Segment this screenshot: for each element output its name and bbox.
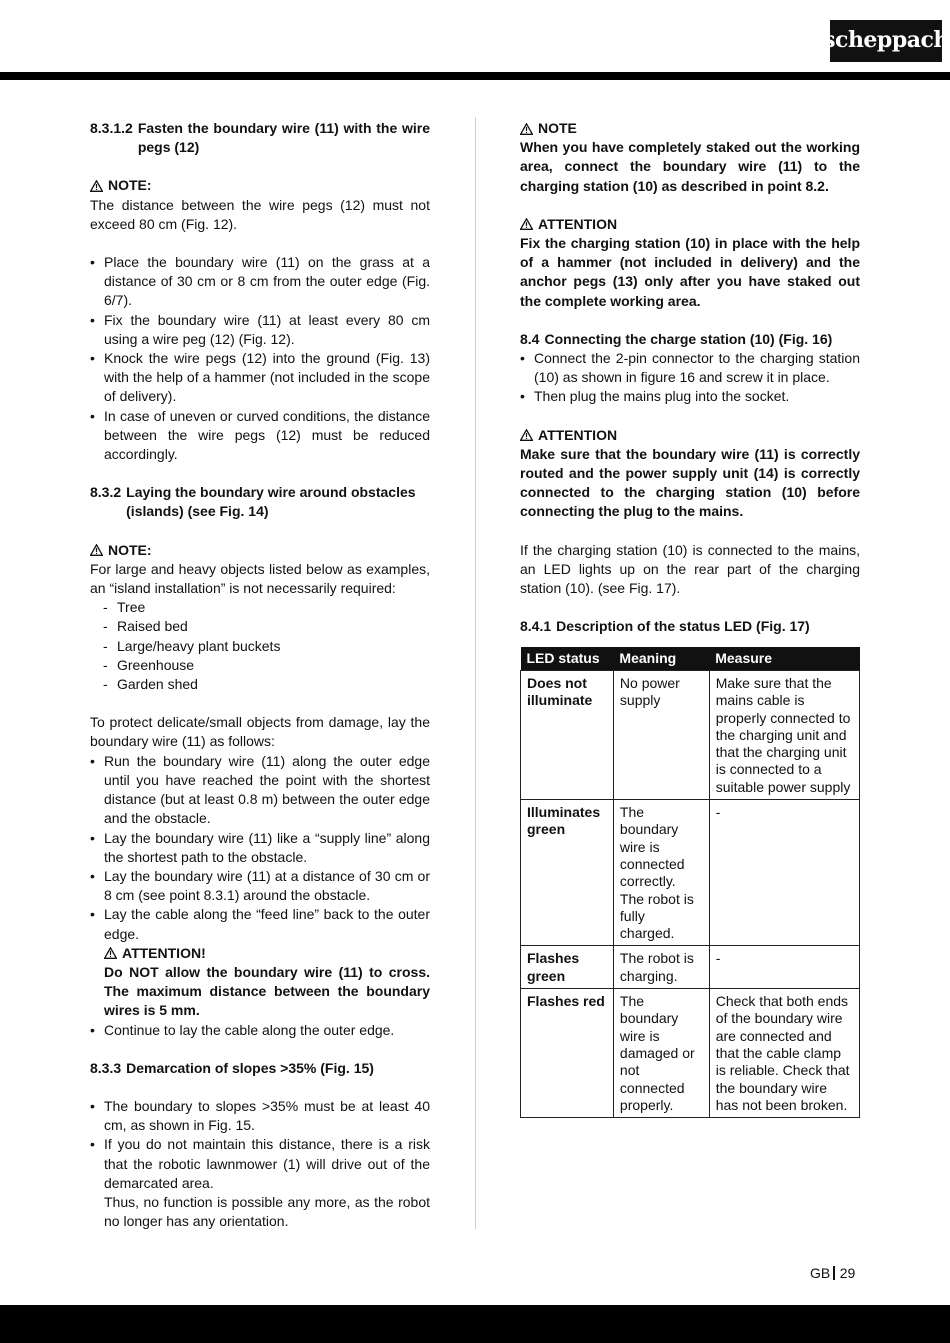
- table-cell: Illuminates green: [521, 800, 614, 946]
- list-item: • Fix the boundary wire (11) at least every 80 cm using a wire peg (12) (Fig. 12).: [90, 311, 430, 349]
- list-item: • The boundary to slopes >35% must be at least 40 cm, as shown in Fig. 15.: [90, 1097, 430, 1135]
- note-text: The distance between the wire pegs (12) must not exceed 80 cm (Fig. 12).: [90, 196, 430, 232]
- list-item: • Continue to lay the cable along the outer edge.: [90, 1021, 430, 1040]
- note-label: NOTE:: [90, 541, 430, 560]
- led-status-table: [520, 647, 860, 1118]
- attention-label: ATTENTION: [520, 426, 860, 445]
- right-column: [520, 119, 860, 1118]
- bullet-list: [90, 1097, 430, 1193]
- list-item: • Lay the boundary wire (11) like a “supply line” along the shortest path to the obstacle.: [90, 829, 430, 867]
- list-item: • Then plug the mains plug into the socket.: [520, 387, 860, 406]
- section-heading-8-3-2: 8.3.2 Laying the boundary wire around obstacles (islands) (see Fig. 14): [90, 484, 416, 520]
- objects-list: [90, 598, 430, 694]
- list-item: • In case of uneven or curved conditions, the distance between the wire pegs (12) must be reduced accordingly.: [90, 407, 430, 465]
- list-item: • Knock the wire pegs (12) into the ground (Fig. 13) with the help of a hammer (not included in the scope of delivery).: [90, 349, 430, 407]
- attention-text: Fix the charging station (10) in place with the help of a hammer (not included in delivery) and the anchor pegs (13) only after you have staked out the complete working area.: [520, 235, 860, 309]
- bullet-list: [90, 1021, 430, 1040]
- column-divider: [475, 117, 476, 1229]
- paragraph: Thus, no function is possible any more, as the robot no longer has any orientation.: [104, 1193, 430, 1230]
- note-text: When you have completely staked out the working area, connect the boundary wire (11) to the charging station (10) as described in point 8.2.: [520, 139, 860, 194]
- attention-text: Make sure that the boundary wire (11) is correctly routed and the power supply unit (14) is correctly connected to the charging station (10) before connecting the plug to the mains.: [520, 445, 860, 520]
- list-item: - Raised bed: [103, 617, 430, 636]
- list-item: - Greenhouse: [103, 656, 430, 675]
- paragraph: If the charging station (10) is connected to the mains, an LED lights up on the rear part of the charging station (10). (see Fig. 17).: [520, 541, 860, 597]
- page-number: [810, 1264, 855, 1283]
- table-cell: Flashes red: [521, 989, 614, 1118]
- warning-icon: [520, 123, 533, 135]
- table-cell: -: [709, 946, 859, 989]
- section-heading-8-3-1-2: 8.3.1.2 Fasten the boundary wire (11) with the wire pegs (12): [90, 120, 430, 156]
- page-number-value: 29: [839, 1265, 856, 1281]
- brand-logo: scheppach: [830, 20, 942, 62]
- column-header: LED status: [521, 647, 614, 670]
- attention-text: Do NOT allow the boundary wire (11) to cross. The maximum distance between the boundary wires is 5 mm.: [104, 963, 430, 1019]
- table-cell: The boundary wire is damaged or not connected properly.: [613, 989, 709, 1118]
- list-item: • If you do not maintain this distance, there is a risk that the robotic lawnmower (1) will drive out of the demarcated area.: [90, 1135, 430, 1193]
- table-row: [521, 800, 860, 946]
- column-header: Measure: [709, 647, 859, 670]
- list-item: - Garden shed: [103, 675, 430, 694]
- paragraph: To protect delicate/small objects from damage, lay the boundary wire (11) as follows:: [90, 714, 430, 750]
- list-item: • Run the boundary wire (11) along the outer edge until you have reached the point with the shortest distance (but at least 0.8 m) between the outer edge and the obstacle.: [90, 752, 430, 829]
- table-cell: No power supply: [613, 670, 709, 799]
- list-item: • Place the boundary wire (11) on the grass at a distance of 30 cm or 8 cm from the outer edge (Fig. 6/7).: [90, 253, 430, 311]
- warning-icon: [104, 947, 117, 959]
- table-cell: The boundary wire is connected correctly. The robot is fully charged.: [613, 800, 709, 946]
- bullet-list: [90, 253, 430, 464]
- bullet-list: [90, 752, 430, 944]
- table-cell: Does not illuminate: [521, 670, 614, 799]
- footer-bar: [0, 1305, 950, 1343]
- note-label: NOTE:: [90, 176, 430, 195]
- list-item: - Tree: [103, 598, 430, 617]
- table-cell: The robot is charging.: [613, 946, 709, 989]
- language-code: GB: [810, 1265, 831, 1281]
- header-rule: [0, 72, 950, 80]
- list-item: • Connect the 2-pin connector to the charging station (10) as shown in figure 16 and screw it in place.: [520, 349, 860, 387]
- column-header: Meaning: [613, 647, 709, 670]
- warning-icon: [90, 544, 103, 556]
- table-cell: Flashes green: [521, 946, 614, 989]
- table-header-row: [521, 647, 860, 670]
- warning-icon: [520, 218, 533, 230]
- warning-icon: [90, 180, 103, 192]
- section-heading-8-4: 8.4 Connecting the charge station (10) (Fig. 16): [520, 330, 833, 347]
- list-item: - Large/heavy plant buckets: [103, 637, 430, 656]
- warning-icon: [520, 429, 533, 441]
- list-item: • Lay the cable along the “feed line” back to the outer edge.: [90, 905, 430, 943]
- table-row: [521, 989, 860, 1118]
- left-column: [90, 119, 430, 1231]
- bullet-list: [520, 349, 860, 407]
- table-row: [521, 670, 860, 799]
- section-heading-8-4-1: 8.4.1 Description of the status LED (Fig. 17): [520, 618, 810, 635]
- table-row: [521, 946, 860, 989]
- attention-block: ATTENTION! Do NOT allow the boundary wire (11) to cross. The maximum distance between the boundary wires is 5 mm.: [90, 944, 430, 1021]
- table-cell: -: [709, 800, 859, 946]
- section-heading-8-3-3: 8.3.3 Demarcation of slopes >35% (Fig. 15): [90, 1059, 374, 1076]
- list-item: • Lay the boundary wire (11) at a distance of 30 cm or 8 cm (see point 8.3.1) around the obstacle.: [90, 867, 430, 905]
- attention-label: ATTENTION: [520, 215, 860, 234]
- table-cell: Check that both ends of the boundary wire are connected and that the cable clamp is reliable. Check that the boundary wire has not been broken.: [709, 989, 859, 1118]
- table-cell: Make sure that the mains cable is properly connected to the charging unit and that the charging unit is connected to a suitable power supply: [709, 670, 859, 799]
- note-text: For large and heavy objects listed below as examples, an “island installation” is not necessarily required:: [90, 560, 430, 597]
- note-label: NOTE: [520, 119, 860, 138]
